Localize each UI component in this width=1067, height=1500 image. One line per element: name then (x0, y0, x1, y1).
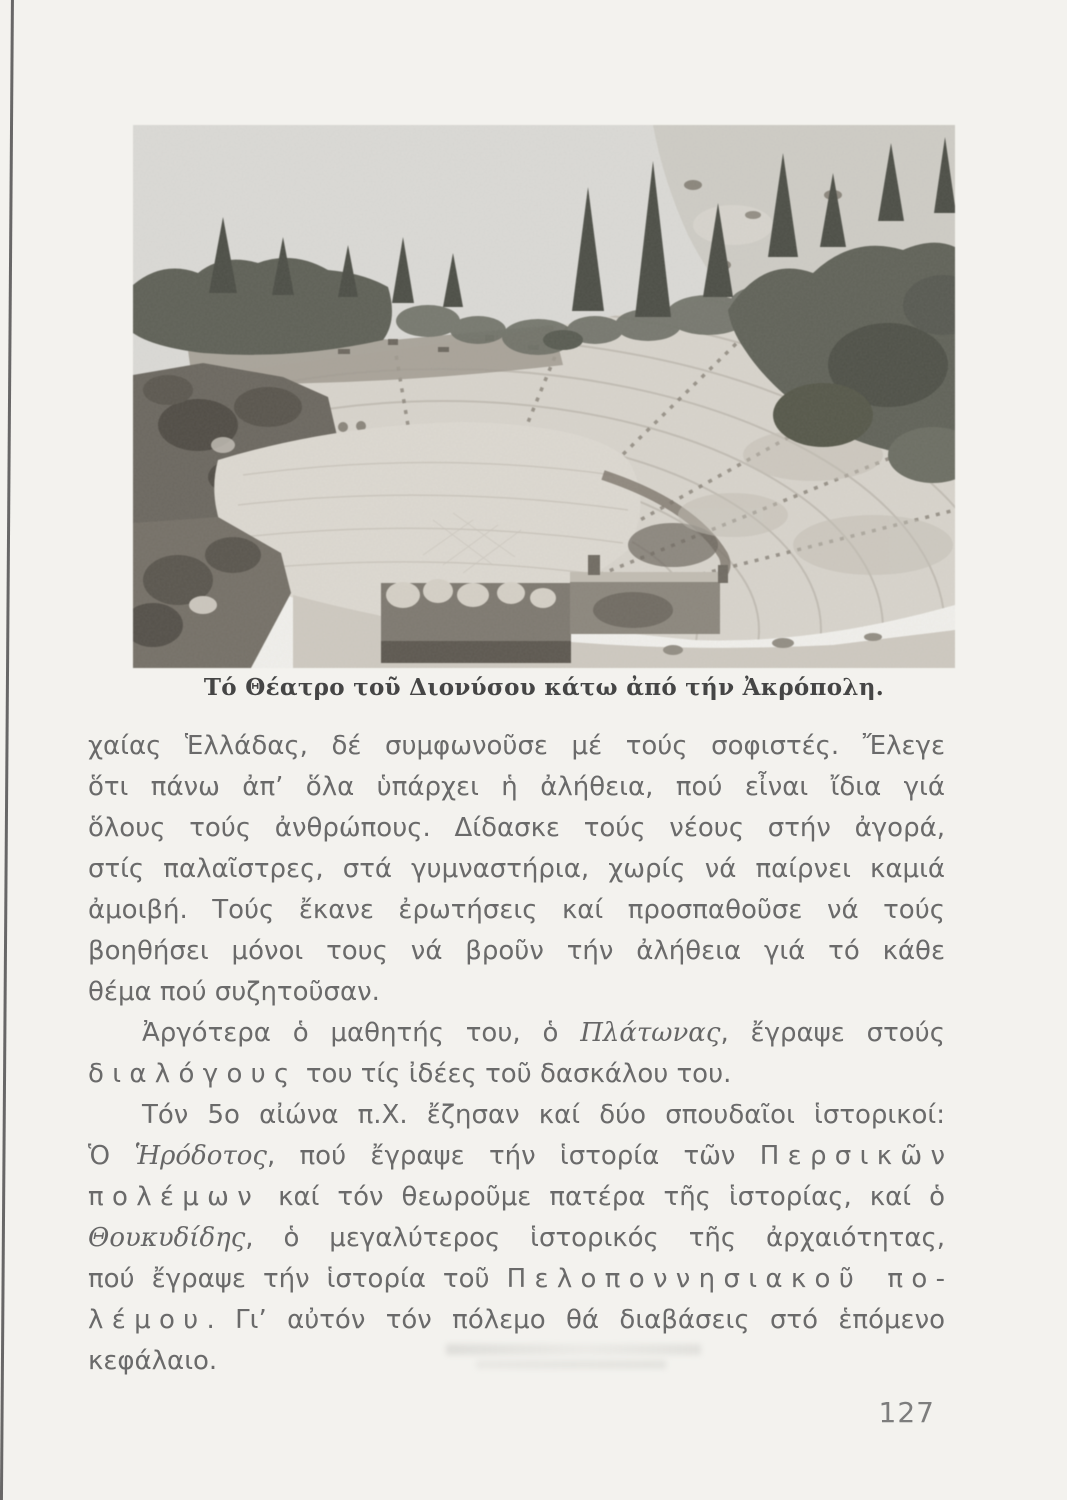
text-line (88, 1095, 945, 1136)
text-line (88, 1136, 954, 1177)
text-line (88, 1177, 945, 1218)
theatre-photo (133, 125, 955, 668)
emphasis-run: πολέμων (88, 1182, 261, 1212)
text-run: , πού ἔγραψε τήν ἱστορία τῶν (266, 1141, 760, 1171)
emphasis-run: Περσικῶν (759, 1141, 954, 1171)
text-run: ὅτι πάνω ἀπ’ ὅλα ὑπάρχει ἡ ἀλήθεια, πού εἶναι ἴδια γιά (88, 772, 945, 802)
text-run: χαίας Ἑλλάδας, δέ συμφωνοῦσε μέ τούς σοφιστές. Ἔλεγε (88, 731, 945, 761)
text-run: κεφάλαιο. (88, 1346, 218, 1376)
text-run: θέμα πού συζητοῦσαν. (88, 977, 380, 1007)
emphasis-run: διαλόγους (88, 1059, 298, 1089)
text-run: στίς παλαῖστρες, στά γυμναστήρια, χωρίς νά παίρνει καμιά (88, 854, 945, 884)
text-line (88, 972, 945, 1013)
person-name-thucydides: Θουκυδίδης (88, 1223, 246, 1253)
emphasis-run: λέμου (88, 1305, 207, 1335)
body-text (88, 726, 954, 1382)
text-run: ὅλους τούς ἀνθρώπους. Δίδασκε τούς νέους στήν ἀγορά, (88, 813, 945, 843)
text-run: καί τόν θεωροῦμε πατέρα τῆς ἱστορίας, καί ὁ (260, 1182, 945, 1212)
text-line (88, 1218, 945, 1259)
person-name-plato: Πλάτωνας (580, 1018, 721, 1048)
text-run: ἀμοιβή. Τούς ἔκανε ἐρωτήσεις καί προσπαθοῦσε νά τούς (88, 895, 945, 925)
emphasis-run: Πελοποννησιακοῦ πο- (506, 1264, 954, 1294)
text-line (88, 1013, 945, 1054)
page-number: 127 (878, 1396, 935, 1429)
text-line (88, 1300, 945, 1341)
person-name-herodotus: Ἡρόδοτος (134, 1141, 267, 1171)
text-line (88, 726, 945, 767)
text-run: Τόν 5ο αἰώνα π.Χ. ἔζησαν καί δύο σπουδαῖοι ἱστορικοί: (142, 1100, 945, 1130)
text-line (88, 849, 945, 890)
text-line (88, 1054, 945, 1095)
text-run: , ἔγραψε στούς (720, 1018, 945, 1048)
text-line (88, 1341, 945, 1382)
text-line (88, 808, 945, 849)
text-line (88, 931, 945, 972)
text-run: Ἀργότερα ὁ μαθητής του, ὁ (142, 1018, 581, 1048)
text-line (88, 890, 945, 931)
theatre-photo-illustration (133, 125, 955, 668)
photo-caption: Τό Θέατρο τοῦ Διονύσου κάτω ἀπό τήν Ἀκρόπολη. (203, 674, 885, 701)
scan-edge-line (0, 0, 13, 1500)
text-line (88, 1259, 954, 1300)
text-run: . Γι’ αὐτόν τόν πόλεμο θά διαβάσεις στό ἑπόμενο (206, 1305, 945, 1335)
text-run: βοηθήσει μόνοι τους νά βροῦν τήν ἀλήθεια γιά τό κάθε (88, 936, 945, 966)
text-line (88, 767, 945, 808)
text-run: Ὁ (88, 1141, 135, 1171)
text-run: του τίς ἰδέες τοῦ δασκάλου του. (297, 1059, 732, 1089)
text-run: , ὁ μεγαλύτερος ἱστορικός τῆς ἀρχαιότητας, (245, 1223, 945, 1253)
text-run: πού ἔγραψε τήν ἱστορία τοῦ (88, 1264, 507, 1294)
